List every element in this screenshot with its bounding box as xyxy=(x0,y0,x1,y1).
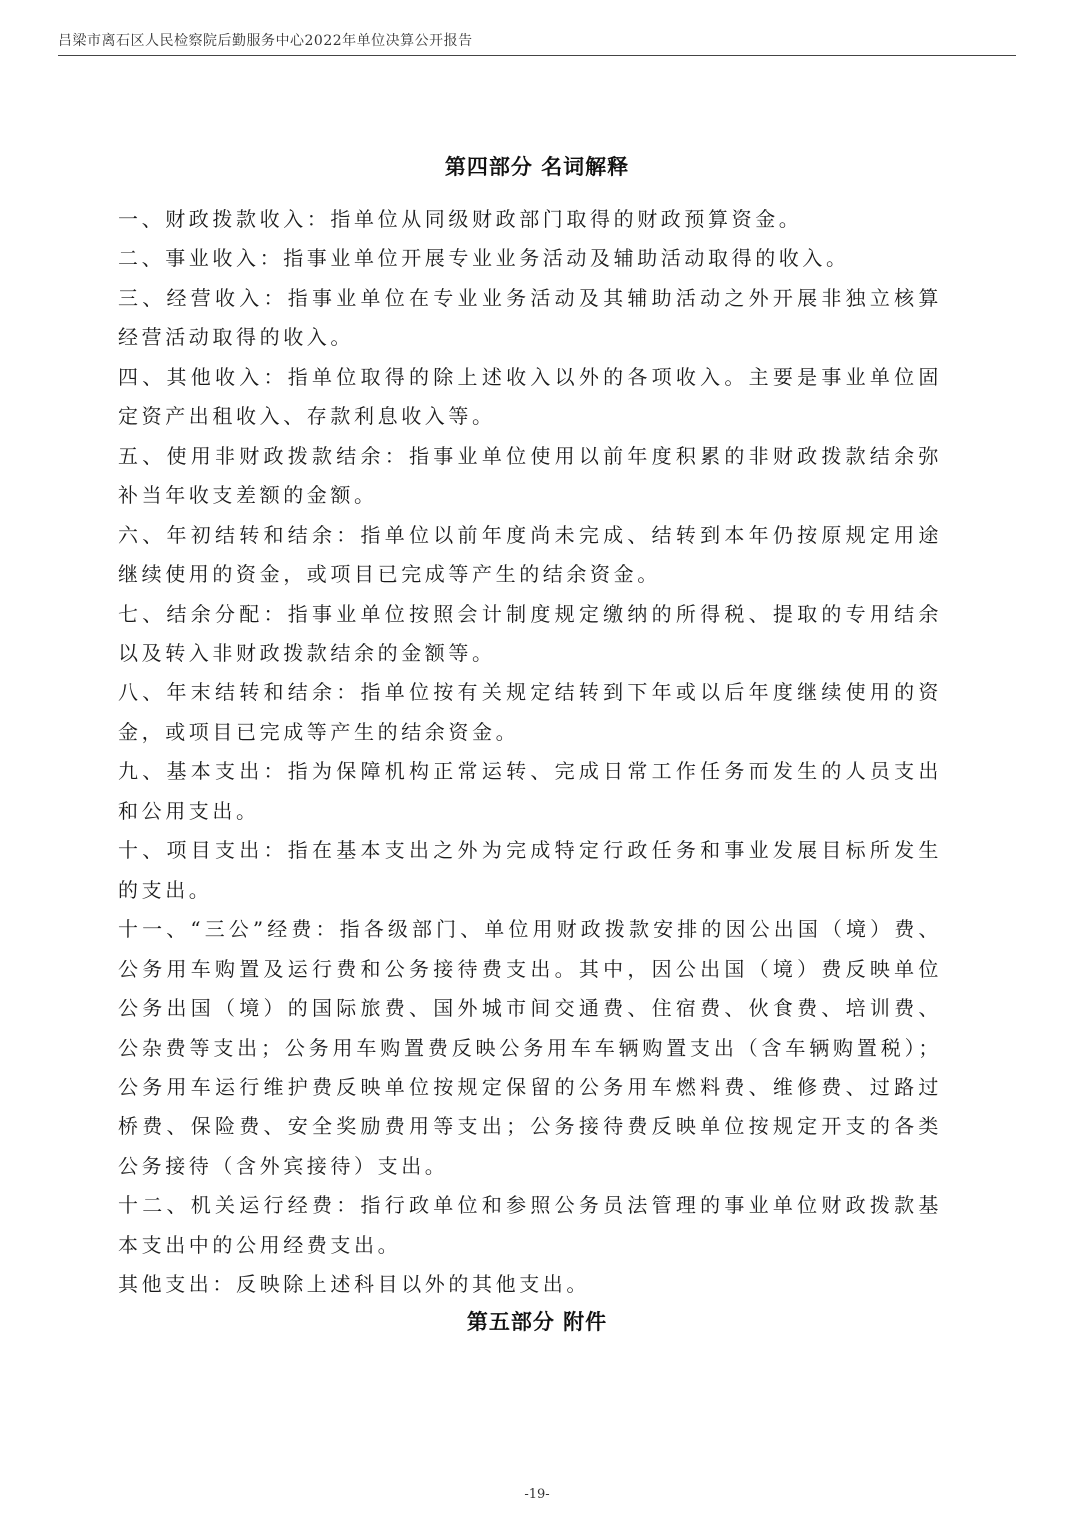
definition-paragraph: 三、经营收入：指事业单位在专业业务活动及其辅助活动之外开展非独立核算经营活动取得的收入。 xyxy=(118,285,942,350)
definition-paragraph: 十一、“三公”经费：指各级部门、单位用财政拨款安排的因公出国（境）费、公务用车购置及运行费和公务接待费支出。其中，因公出国（境）费反映单位公务出国（境）的国际旅费、国外城市间交通费、住宿费、伙食费、培训费、公杂费等支出；公务用车购置费反映公务用车车辆购置支出（含车辆购置税）；公务用车运行维护费反映单位按规定保留的公务用车燃料费、维修费、过路过桥费、保险费、安全奖励费用等支出；公务接待费反映单位按规定开支的各类公务接待（含外宾接待）支出。 xyxy=(118,917,942,1178)
header-divider xyxy=(58,55,1016,56)
definition-paragraph: 十、项目支出：指在基本支出之外为完成特定行政任务和事业发展目标所发生的支出。 xyxy=(118,838,942,902)
definition-paragraph: 十二、机关运行经费：指行政单位和参照公务员法管理的事业单位财政拨款基本支出中的公用经费支出。 xyxy=(118,1193,942,1257)
definition-paragraph: 四、其他收入：指单位取得的除上述收入以外的各项收入。主要是事业单位固定资产出租收入、存款利息收入等。 xyxy=(118,364,942,429)
definition-paragraph: 一、财政拨款收入：指单位从同级财政部门取得的财政预算资金。 xyxy=(118,207,803,231)
running-header: 吕梁市离石区人民检察院后勤服务中心2022年单位决算公开报告 xyxy=(58,33,473,49)
definition-paragraph: 六、年初结转和结余：指单位以前年度尚未完成、结转到本年仍按原规定用途继续使用的资金，或项目已完成等产生的结余资金。 xyxy=(118,522,942,587)
section-title-part5: 第五部分 附件 xyxy=(466,1310,608,1334)
definition-paragraph: 二、事业收入：指事业单位开展专业业务活动及辅助活动取得的收入。 xyxy=(118,246,850,271)
definition-paragraph: 九、基本支出：指为保障机构正常运转、完成日常工作任务而发生的人员支出和公用支出。 xyxy=(118,759,942,823)
definition-paragraph: 八、年末结转和结余：指单位按有关规定结转到下年或以后年度继续使用的资金，或项目已完成等产生的结余资金。 xyxy=(118,680,942,744)
definition-paragraph: 五、使用非财政拨款结余：指事业单位使用以前年度积累的非财政拨款结余弥补当年收支差额的金额。 xyxy=(118,443,942,508)
definition-paragraph: 其他支出：反映除上述科目以外的其他支出。 xyxy=(118,1272,590,1297)
definition-paragraph: 七、结余分配：指事业单位按照会计制度规定缴纳的所得税、提取的专用结余以及转入非财政拨款结余的金额等。 xyxy=(118,601,942,665)
section-title-part4: 第四部分 名词解释 xyxy=(444,155,630,179)
page-number: -19- xyxy=(524,1487,550,1502)
definitions-body xyxy=(118,200,942,1305)
